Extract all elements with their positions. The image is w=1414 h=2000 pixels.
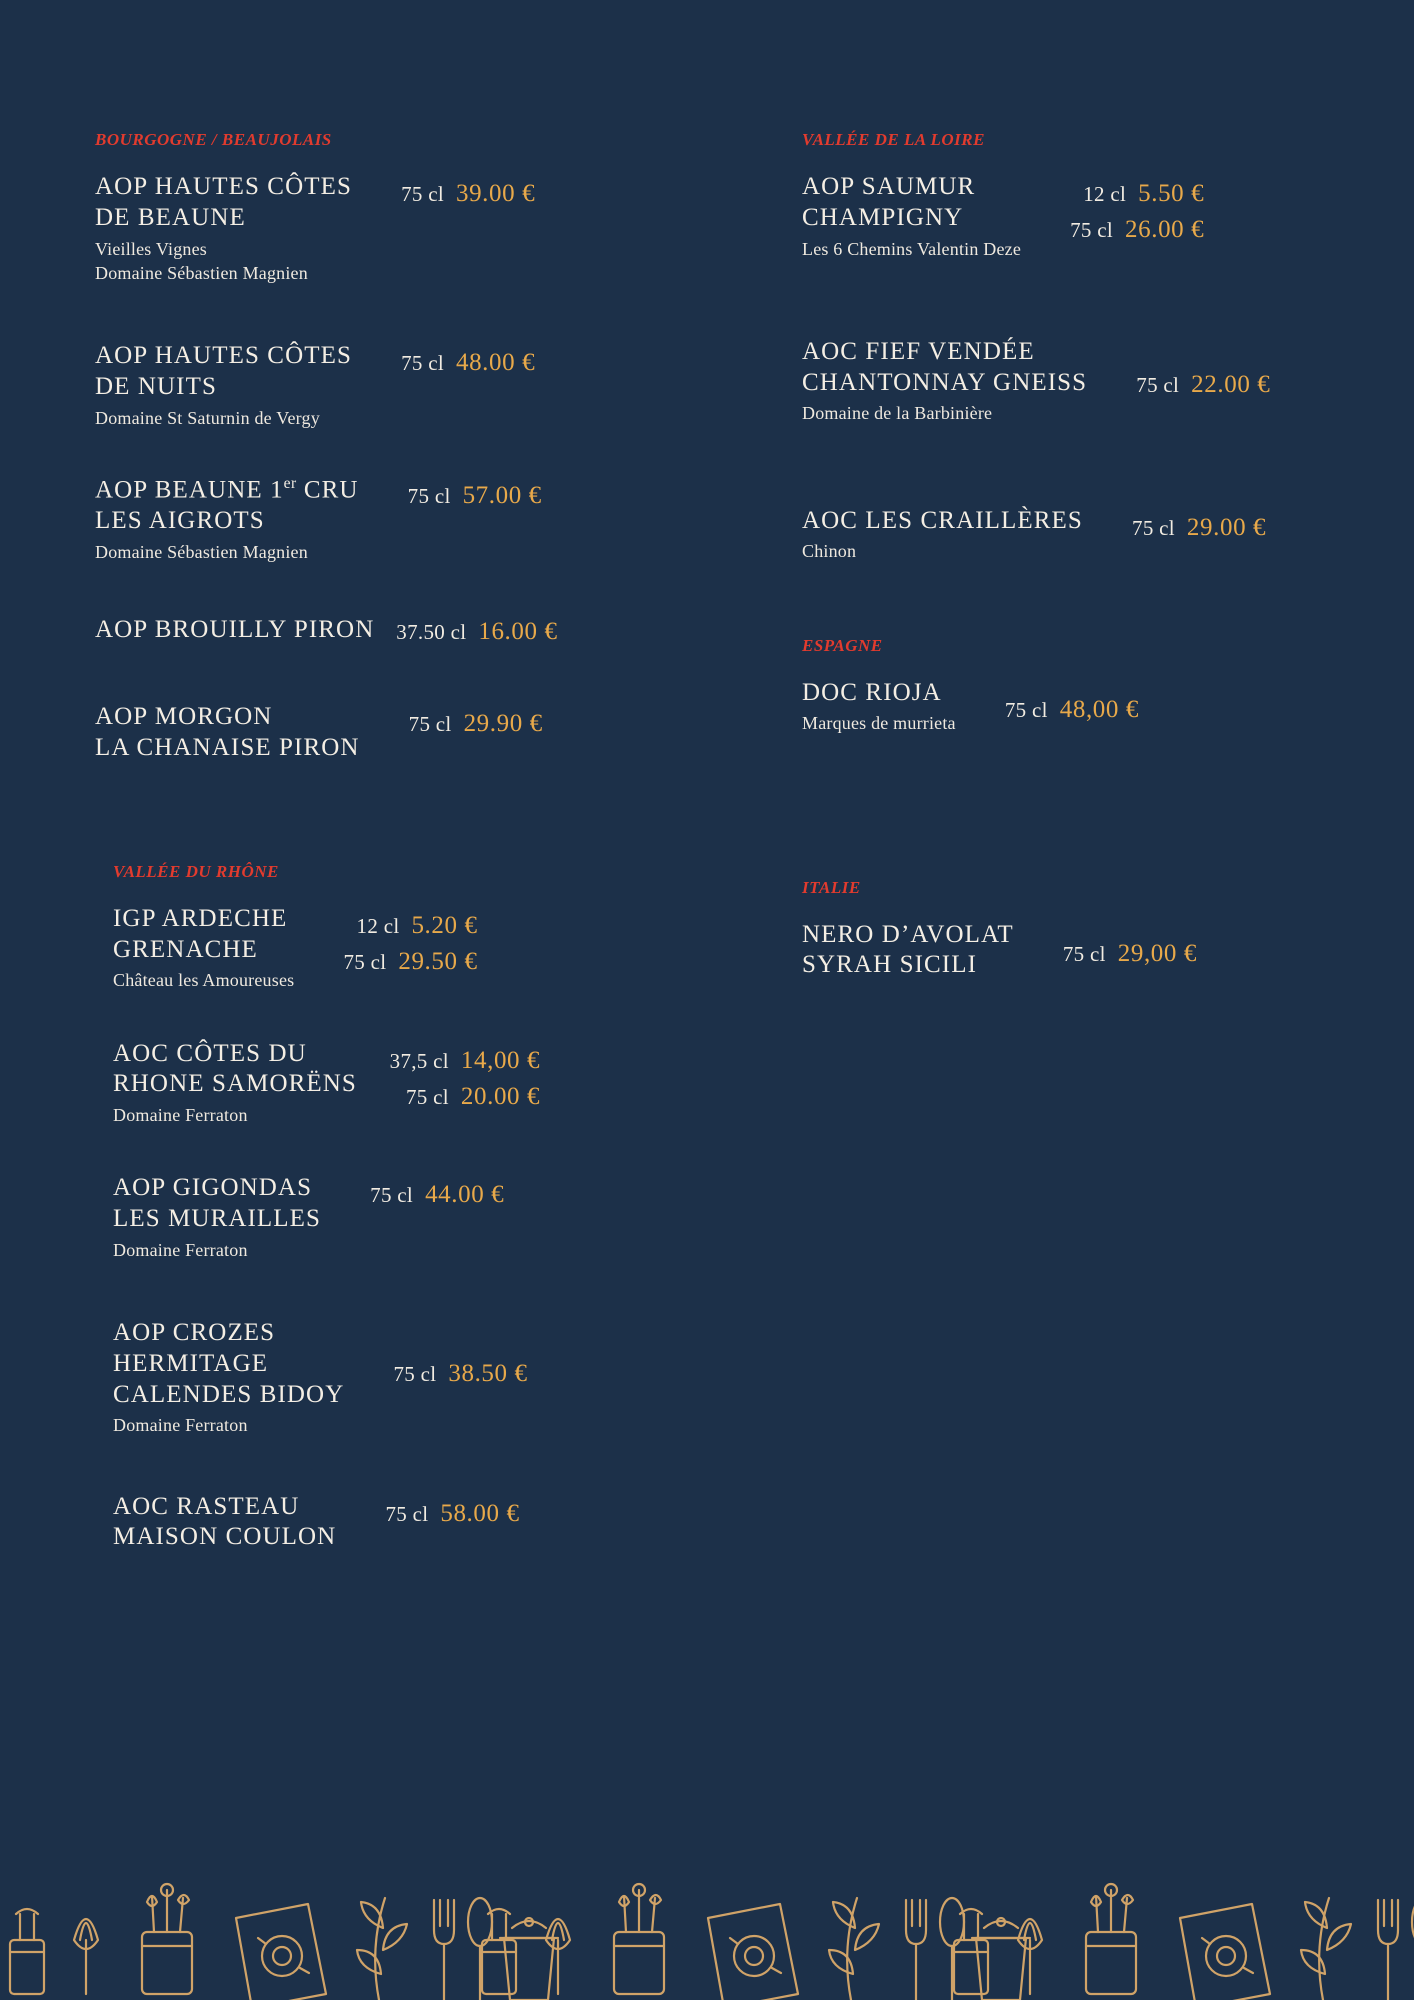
menu-item <box>802 172 1319 261</box>
price-row <box>974 692 1139 728</box>
item-sub: Château les Amoureuses <box>113 970 295 991</box>
menu-item <box>113 1173 679 1262</box>
item-sub: Domaine Ferraton <box>113 1105 248 1126</box>
item-prices <box>354 1492 519 1532</box>
item-info <box>113 904 294 993</box>
item-name: AOC FIEF VENDÉE CHANTONNAY GNEISS <box>802 337 1088 396</box>
price-volume: 75 cl <box>385 1501 429 1526</box>
section-title-italie: ITALIE <box>802 877 861 897</box>
price-volume: 75 cl <box>1062 941 1106 966</box>
section-bourgogne <box>95 130 679 764</box>
kitchen-utensils-icon <box>0 1860 1414 2000</box>
item-info <box>802 678 956 736</box>
price-row <box>392 614 557 650</box>
item-info <box>95 615 374 646</box>
price-amount: 58.00 € <box>440 1499 520 1527</box>
item-prices <box>1101 506 1266 546</box>
item-prices <box>377 474 542 514</box>
price-volume: 75 cl <box>393 1362 437 1387</box>
item-name: NERO D’AVOLAT SYRAH SICILI <box>802 920 1014 979</box>
price-row <box>1039 176 1204 212</box>
price-volume: 75 cl <box>401 351 444 376</box>
price-amount: 57.00 € <box>462 481 542 509</box>
menu-item <box>113 1492 679 1554</box>
price-row <box>312 944 477 980</box>
item-prices <box>375 1039 540 1116</box>
price-volume: 75 cl <box>1132 515 1175 540</box>
price-volume: 75 cl <box>1070 218 1114 243</box>
price-volume: 37.50 cl <box>396 620 467 645</box>
section-italie <box>802 878 1319 982</box>
section-title-bourgogne: BOURGOGNE / BEAUJOLAIS <box>95 130 332 149</box>
menu-item <box>95 172 679 285</box>
price-amount: 29.50 € <box>398 948 478 976</box>
price-amount: 48,00 € <box>1059 695 1139 723</box>
item-prices <box>392 610 557 650</box>
menu-item <box>802 337 1319 426</box>
item-name: IGP ARDECHE GRENACHE <box>113 904 288 963</box>
price-amount: 39.00 € <box>455 180 536 207</box>
price-row <box>1105 367 1270 403</box>
menu-item <box>113 904 679 993</box>
price-amount: 5.50 € <box>1138 180 1205 207</box>
price-amount: 38.50 € <box>448 1360 528 1388</box>
menu-item <box>95 341 679 430</box>
price-amount: 5.20 € <box>411 911 478 939</box>
menu-item <box>95 474 679 564</box>
section-title-rhone: VALLÉE DU RHÔNE <box>113 861 279 881</box>
price-volume: 12 cl <box>1083 182 1127 206</box>
item-sub: Chinon <box>802 541 857 562</box>
item-name: DOC RIOJA <box>802 678 942 706</box>
price-amount: 16.00 € <box>478 618 558 646</box>
price-row <box>1039 212 1204 248</box>
item-info <box>95 172 352 285</box>
item-name: AOP HAUTES CÔTES DE NUITS <box>95 342 352 400</box>
item-name: AOC CÔTES DU RHONE SAMORËNS <box>113 1039 357 1098</box>
menu-item <box>95 702 679 764</box>
price-amount: 22.00 € <box>1191 370 1271 398</box>
item-info <box>95 341 352 430</box>
price-amount: 44.00 € <box>425 1181 505 1209</box>
price-amount: 29.90 € <box>463 710 543 738</box>
item-sub: Domaine St Saturnin de Vergy <box>95 407 320 428</box>
price-amount: 29,00 € <box>1117 939 1197 967</box>
menu-item <box>95 610 679 650</box>
item-prices <box>1032 920 1197 972</box>
footer-illustration-band <box>0 1860 1414 2000</box>
item-name: AOP CROZES HERMITAGE CALENDES BIDOY <box>113 1319 345 1408</box>
price-volume: 75 cl <box>1136 372 1180 397</box>
price-row <box>378 706 543 742</box>
item-name: AOP HAUTES CÔTES DE BEAUNE <box>95 173 352 231</box>
item-prices <box>378 702 543 742</box>
menu-item <box>113 1318 679 1438</box>
item-prices <box>339 1173 504 1213</box>
price-amount: 26.00 € <box>1125 216 1205 244</box>
item-prices <box>974 678 1139 728</box>
left-column <box>95 130 707 1585</box>
item-info <box>113 1492 336 1554</box>
price-amount: 14,00 € <box>460 1046 541 1074</box>
menu-item <box>113 1039 679 1128</box>
item-prices <box>1105 337 1270 403</box>
item-info <box>113 1318 344 1438</box>
item-prices <box>1039 172 1204 249</box>
section-title-espagne: ESPAGNE <box>802 635 883 655</box>
item-prices <box>362 1318 527 1392</box>
menu-item <box>802 678 1319 736</box>
item-name: AOP SAUMUR CHAMPIGNY <box>802 173 976 231</box>
item-name: AOP MORGON LA CHANAISE PIRON <box>95 703 360 762</box>
price-row <box>339 1177 504 1213</box>
price-row <box>375 1043 540 1079</box>
item-name: AOP GIGONDAS LES MURAILLES <box>113 1174 322 1233</box>
price-volume: 75 cl <box>401 182 444 206</box>
item-sub: Domaine Ferraton <box>113 1239 248 1260</box>
item-info <box>802 337 1087 426</box>
item-name: AOP BROUILLY PIRON <box>95 615 375 643</box>
item-info <box>113 1173 321 1262</box>
price-volume: 75 cl <box>408 712 452 737</box>
item-info <box>802 506 1083 564</box>
item-prices <box>370 172 535 212</box>
price-volume: 75 cl <box>343 950 387 975</box>
item-info <box>95 474 359 564</box>
item-info <box>95 702 360 764</box>
item-prices <box>370 341 535 381</box>
price-row <box>362 1356 527 1392</box>
price-amount: 20.00 € <box>460 1082 541 1110</box>
item-sub: Domaine de la Barbinière <box>802 403 993 424</box>
section-loire <box>802 130 1319 564</box>
price-row <box>370 345 535 381</box>
item-sub: Les 6 Chemins Valentin Deze <box>802 238 1022 259</box>
item-info <box>802 920 1014 982</box>
price-row <box>1032 936 1197 972</box>
right-column <box>707 130 1319 1585</box>
item-name: AOC RASTEAU MAISON COULON <box>113 1492 337 1551</box>
item-sub: Domaine Ferraton <box>113 1415 248 1436</box>
price-volume: 75 cl <box>407 483 451 508</box>
item-info <box>802 172 1021 261</box>
menu-item <box>802 506 1319 564</box>
item-name: AOP BEAUNE 1er CRU LES AIGROTS <box>95 474 359 534</box>
price-row <box>375 1079 540 1115</box>
item-prices <box>312 904 477 981</box>
price-row <box>312 908 477 944</box>
price-volume: 75 cl <box>1004 697 1048 722</box>
section-title-loire: VALLÉE DE LA LOIRE <box>802 130 985 149</box>
price-row <box>370 176 535 212</box>
section-espagne <box>802 636 1319 736</box>
price-amount: 48.00 € <box>455 349 536 377</box>
item-sub: Domaine Sébastien Magnien <box>95 541 308 562</box>
price-amount: 29.00 € <box>1186 513 1267 541</box>
menu-item <box>802 920 1319 982</box>
price-volume: 12 cl <box>356 913 400 938</box>
price-row <box>1101 510 1266 546</box>
price-volume: 37,5 cl <box>389 1048 449 1073</box>
section-rhone <box>95 862 679 1553</box>
item-info <box>113 1039 357 1128</box>
price-volume: 75 cl <box>406 1084 449 1109</box>
item-sub: Vieilles Vignes Domaine Sébastien Magnien <box>95 238 308 283</box>
item-sub: Marques de murrieta <box>802 713 956 734</box>
price-volume: 75 cl <box>370 1183 414 1208</box>
price-row <box>354 1496 519 1532</box>
item-name: AOC LES CRAILLÈRES <box>802 506 1083 534</box>
price-row <box>377 478 542 514</box>
